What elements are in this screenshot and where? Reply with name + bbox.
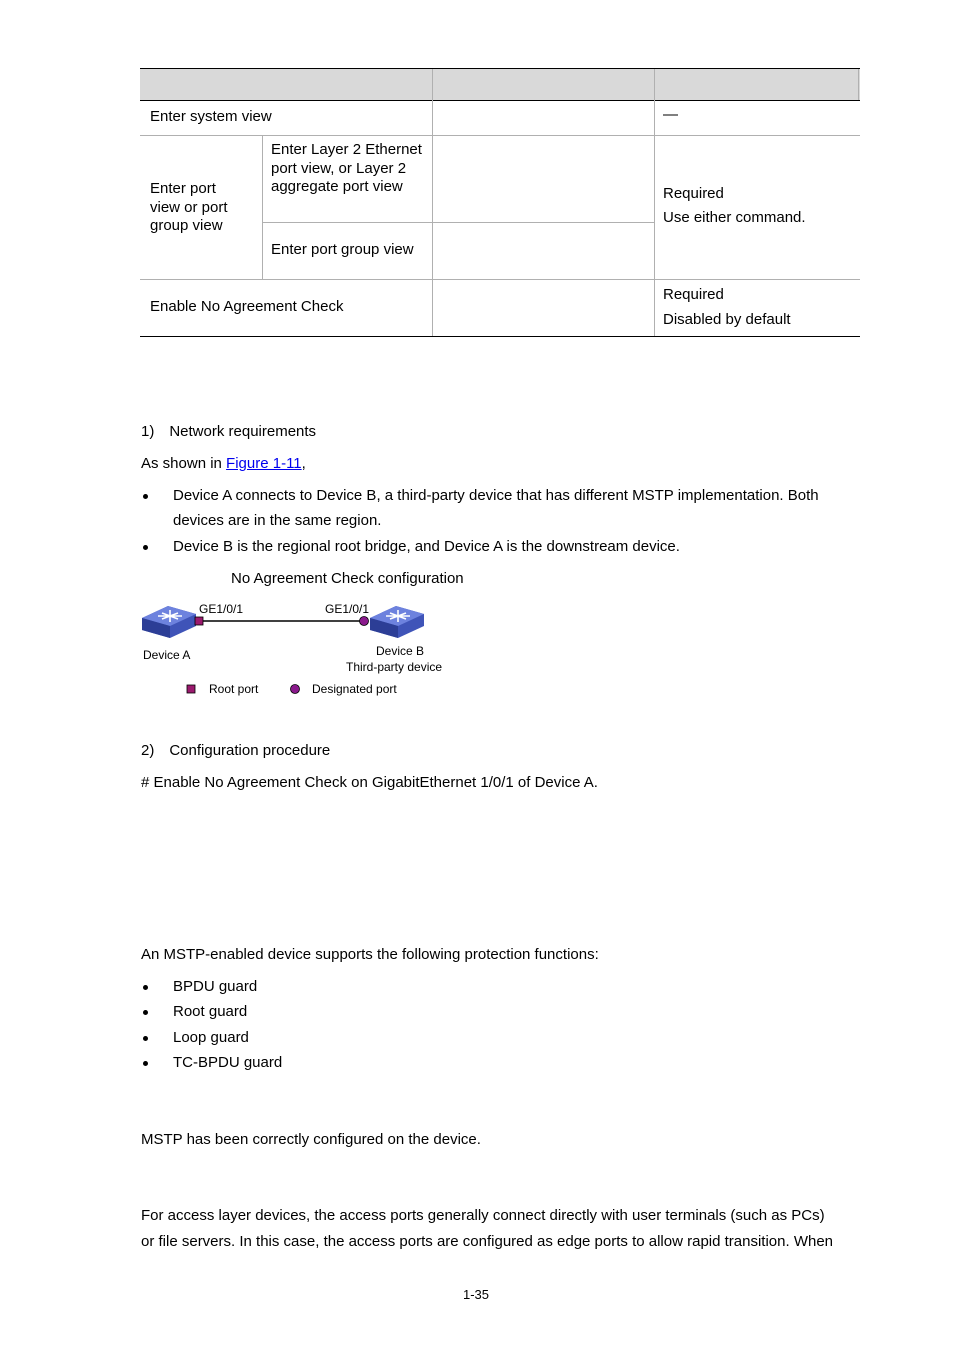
table-header-row [140,69,860,100]
item-root-guard: Root guard [173,1003,248,1020]
bullet-text-1b: devices are in the same region. [173,512,382,529]
cell-use-either: Use either command. [663,209,806,226]
label-device-b-sub: Third-party device [346,660,443,674]
legend-designated-port: Designated port [312,682,397,696]
cell-enter-port-view: Enter port view or port group view [150,180,228,234]
config-step-line: # Enable No Agreement Check on GigabitEthernet 1/0/1 of Device A. [141,774,598,791]
paragraph-line-2: or file servers. In this case, the access ports are configured as edge ports to allow rapid transition. When [141,1233,834,1250]
switch-a-icon [142,606,196,638]
paragraph-line-1: For access layer devices, the access ports generally connect directly with user terminals (such as PCs) [141,1207,825,1224]
switch-b-icon [370,606,424,638]
root-port-marker [195,617,203,625]
bullet-2 [143,545,148,550]
bullet-root-guard [143,1010,148,1015]
intro-suffix: , [301,455,306,472]
bullet-tc-bpdu-guard [143,1061,148,1066]
bullet-text-2: Device B is the regional root bridge, and Device A is the downstream device. [173,538,680,555]
cell-enable-no-agreement: Enable No Agreement Check [150,298,344,315]
item-bpdu-guard: BPDU guard [173,978,258,995]
heading-network-requirements: 1) Network requirements [141,423,317,440]
intro-prefix: As shown in [141,455,227,472]
prerequisite-text: MSTP has been correctly configured on the device. [141,1131,481,1148]
page-number: 1-35 [463,1287,490,1302]
legend-root-marker [187,685,195,693]
label-device-b: Device B [376,644,425,658]
figure-caption: No Agreement Check configuration [231,570,464,587]
intro-line [141,455,306,473]
legend-root-port: Root port [209,682,259,696]
label-port-b: GE1/0/1 [325,602,370,616]
bullet-loop-guard [143,1036,148,1041]
cell-required-1: Required [663,185,724,202]
cell-disabled-default: Disabled by default [663,311,791,328]
figure-link[interactable]: Figure 1-11 [226,455,302,472]
cell-required-2: Required [663,286,724,303]
legend-designated-marker [291,685,300,694]
bullet-bpdu-guard [143,985,148,990]
heading-config-procedure: 2) Configuration procedure [141,742,331,759]
cell-dash: — [663,106,678,123]
designated-port-marker [360,617,369,626]
cell-port-group-view: Enter port group view [271,241,414,258]
bullet-1 [143,494,148,499]
cell-enter-system-view: Enter system view [150,108,272,125]
item-loop-guard: Loop guard [173,1029,249,1046]
cell-layer2-port-view: Enter Layer 2 Ethernet port view, or Layer 2 aggregate port view [271,141,422,195]
label-port-a: GE1/0/1 [199,602,244,616]
item-tc-bpdu-guard: TC-BPDU guard [173,1054,283,1071]
bullet-text-1a: Device A connects to Device B, a third-party device that has different MSTP implementation. Both [173,487,819,504]
protection-intro: An MSTP-enabled device supports the following protection functions: [141,946,599,963]
label-device-a: Device A [143,648,191,662]
